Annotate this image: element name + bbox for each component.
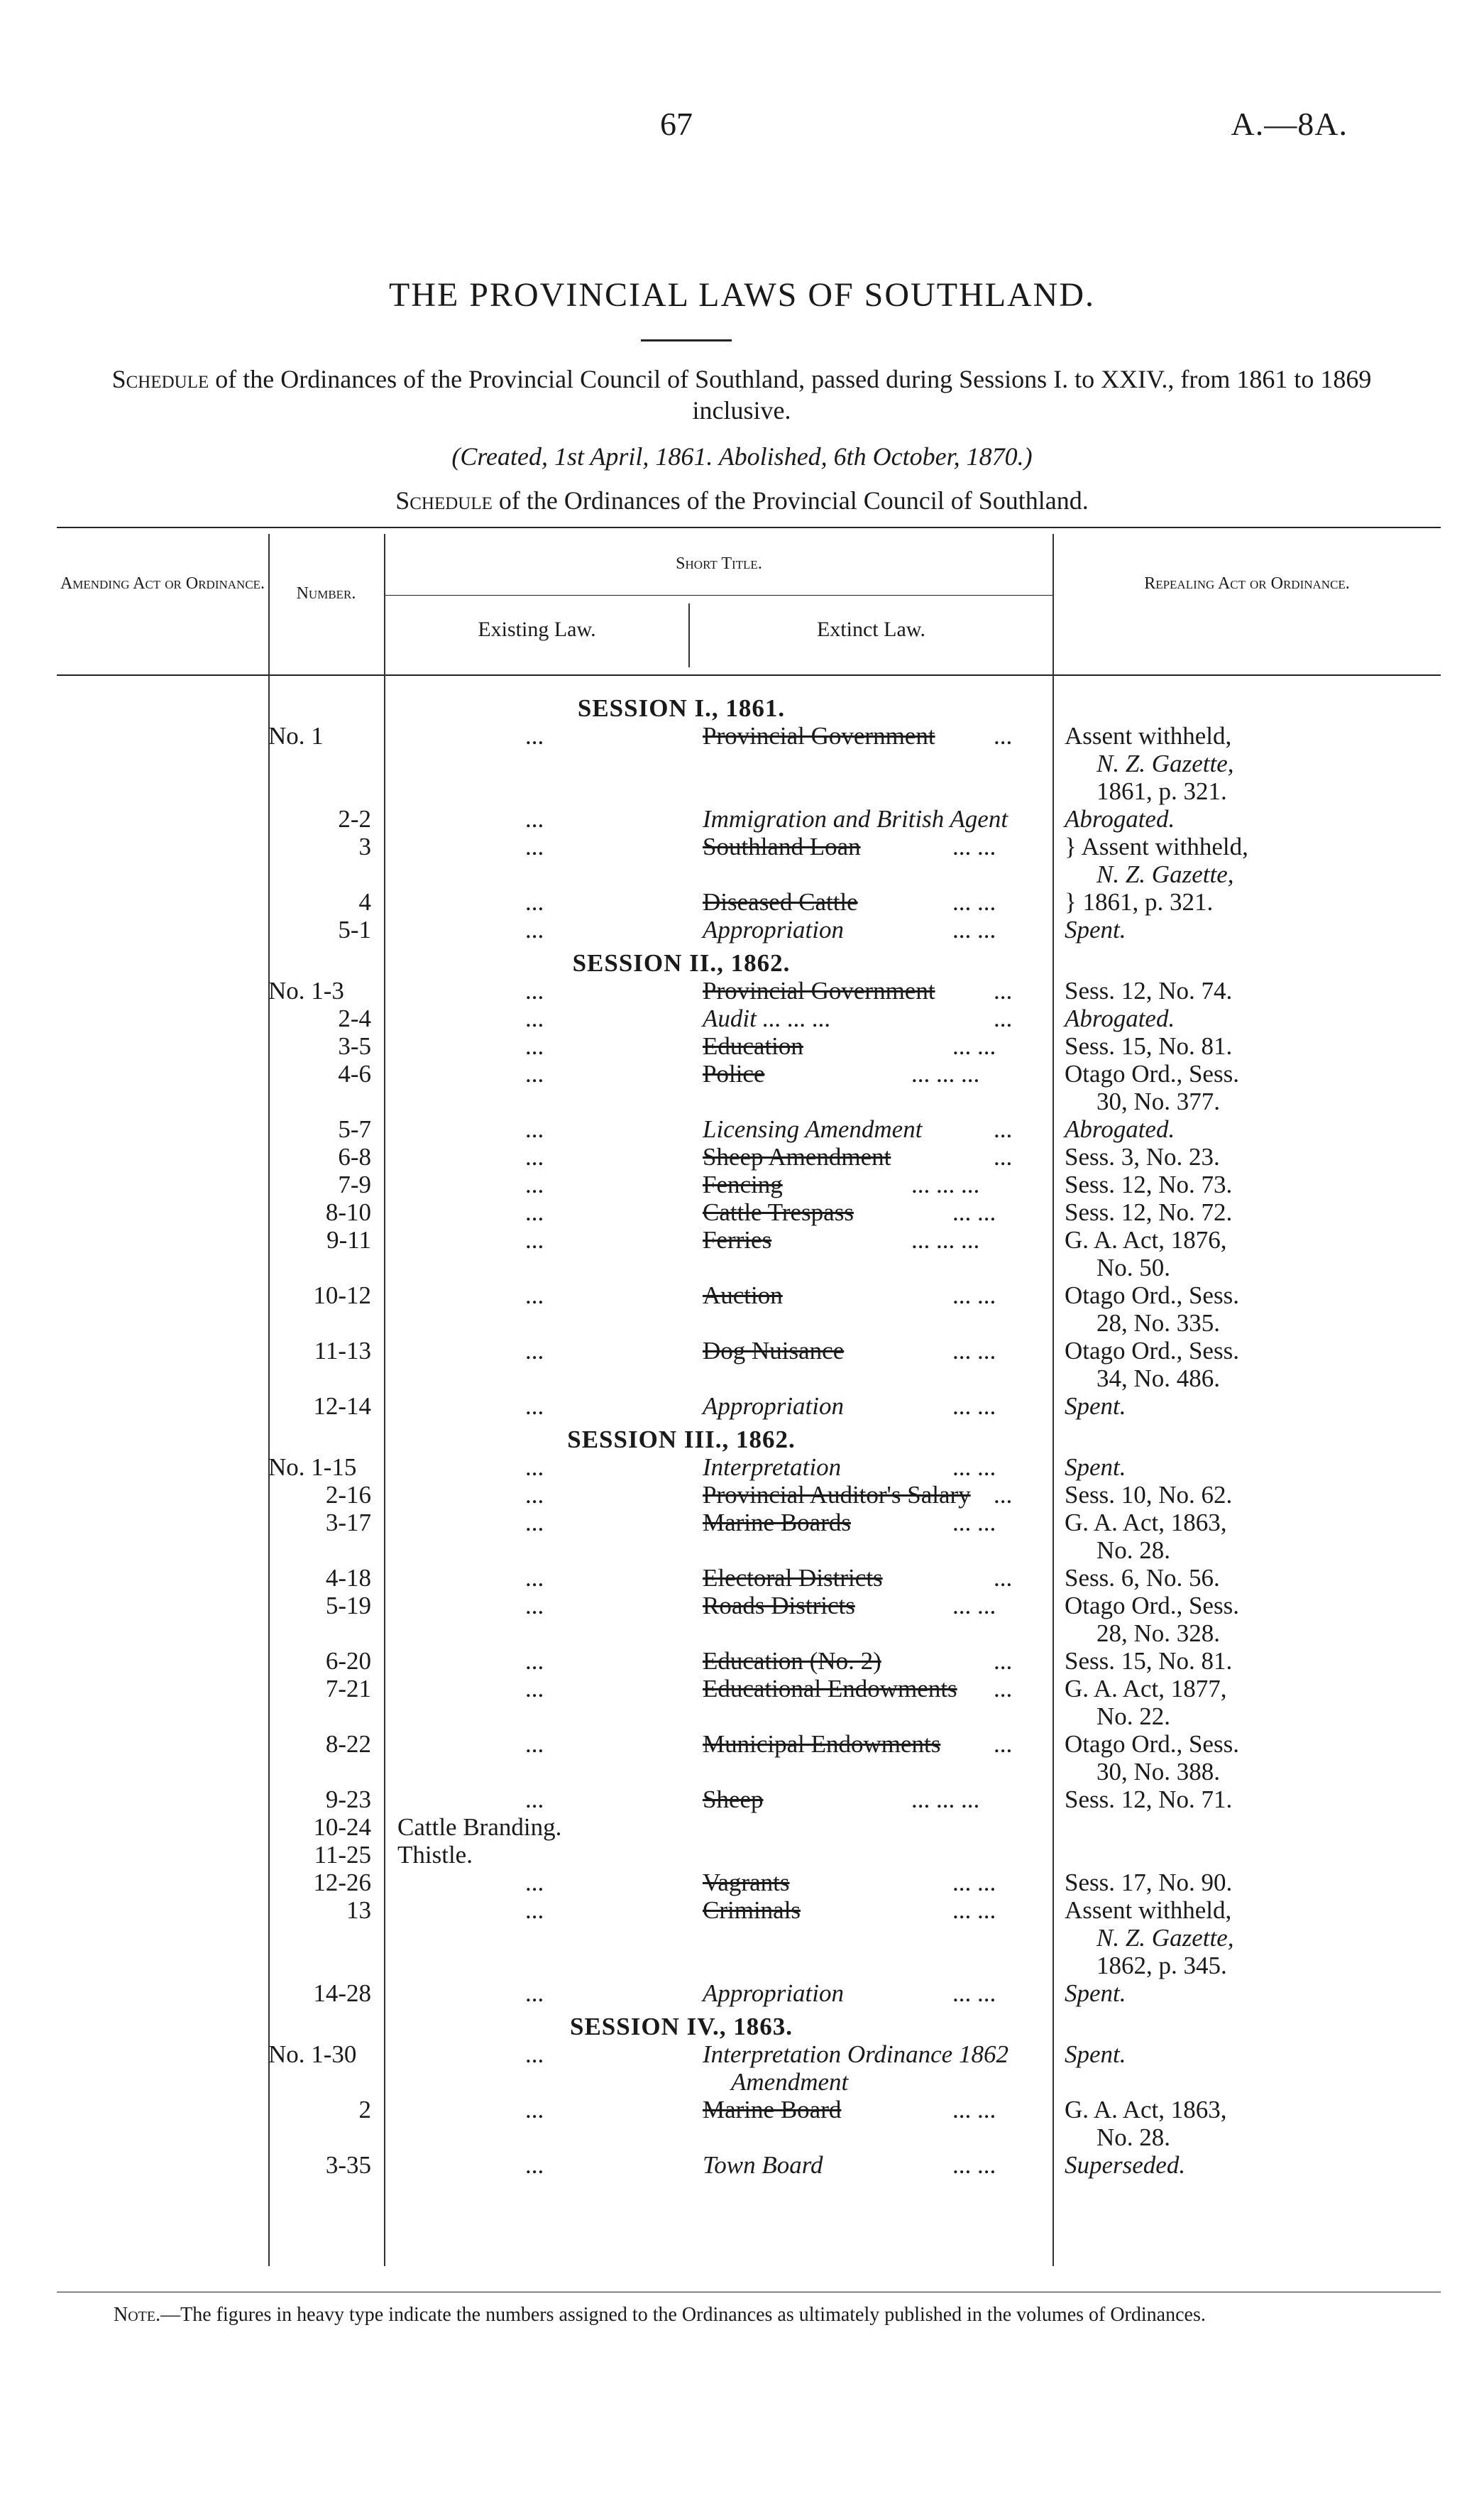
header-repealing: Repealing Act or Ordinance. [1144, 574, 1350, 593]
table-row [0, 888, 1484, 916]
ordinance-number: 3-35 [325, 2151, 371, 2179]
repealing-act: 28, No. 328. [1096, 1619, 1221, 1647]
table-row [0, 1730, 1484, 1758]
leader-dots: ... ... [952, 1392, 996, 1420]
repealing-act: Otago Ord., Sess. [1065, 1337, 1239, 1365]
column-divider [688, 603, 690, 667]
repealing-act: Otago Ord., Sess. [1065, 1730, 1239, 1758]
extinct-law: Licensing Amendment [703, 1115, 923, 1143]
leader-dots: ... ... [952, 1032, 996, 1060]
table-row [0, 1592, 1484, 1619]
leader-dots: ... [994, 1564, 1013, 1592]
table-row [0, 2096, 1484, 2123]
ordinance-number: 5-7 [338, 1115, 371, 1143]
extinct-law: Appropriation [703, 916, 844, 944]
repealing-act: Otago Ord., Sess. [1065, 1281, 1239, 1309]
existing-law-dots: ... [525, 1509, 544, 1536]
ordinance-number: 2 [358, 2096, 371, 2123]
table-row [0, 1869, 1484, 1896]
repealing-act: Sess. 15, No. 81. [1065, 1647, 1233, 1675]
extinct-law: Town Board [703, 2151, 823, 2179]
repealing-act: No. 28. [1096, 2123, 1171, 2151]
page-title: THE PROVINCIAL LAWS OF SOUTHLAND. [388, 276, 1095, 314]
table-row [0, 1309, 1484, 1337]
extinct-law: Education (No. 2) [703, 1647, 881, 1675]
leader-dots: ... ... [952, 833, 996, 860]
existing-law-dots: ... [525, 977, 544, 1005]
repealing-act: } 1861, p. 321. [1065, 888, 1214, 916]
existing-law-dots: ... [525, 1060, 544, 1088]
repealing-act: Abrogated. [1065, 1005, 1175, 1032]
extinct-law: Police [703, 1060, 765, 1088]
existing-law-dots: ... [525, 1171, 544, 1198]
ordinance-number: 12-14 [313, 1392, 371, 1420]
table-row [0, 1005, 1484, 1032]
table-row [0, 1115, 1484, 1143]
existing-law-dots: ... [525, 1453, 544, 1481]
repealing-act: Sess. 12, No. 72. [1065, 1198, 1233, 1226]
leader-dots: ... [994, 1115, 1013, 1143]
leader-dots: ... [994, 1647, 1013, 1675]
table-row [0, 1337, 1484, 1365]
repealing-act: Spent. [1065, 1453, 1126, 1481]
extinct-law: Sheep [703, 1786, 764, 1813]
extinct-law: Provincial Government [703, 722, 935, 750]
repealing-act: N. Z. Gazette, [1096, 1924, 1234, 1952]
table-row [0, 1509, 1484, 1536]
existing-law-dots: ... [525, 1786, 544, 1813]
leader-dots: ... ... ... [911, 1786, 980, 1813]
existing-law: Cattle Branding. [397, 1813, 562, 1841]
schedule-subtitle-text: of the Ordinances of the Provincial Council of Southland. [498, 486, 1089, 515]
extinct-law: Auction [703, 1281, 783, 1309]
repealing-act: Assent withheld, [1065, 1896, 1232, 1924]
session-heading-row [0, 949, 1484, 977]
existing-law-dots: ... [525, 1592, 544, 1619]
repealing-act: Sess. 15, No. 81. [1065, 1032, 1233, 1060]
table-row [0, 1786, 1484, 1813]
header-number: Number. [296, 584, 356, 603]
table-row [0, 1060, 1484, 1088]
ordinance-number: 5-1 [338, 916, 371, 944]
extinct-law: Provincial Auditor's Salary [703, 1481, 971, 1509]
repealing-act: Superseded. [1065, 2151, 1186, 2179]
repealing-act: Otago Ord., Sess. [1065, 1060, 1239, 1088]
table-row [0, 1032, 1484, 1060]
extinct-law: Cattle Trespass [703, 1198, 854, 1226]
ordinance-number: No. 1-30 [268, 2040, 357, 2068]
schedule-dates: (Created, 1st April, 1861. Abolished, 6th October, 1870.) [451, 442, 1033, 471]
leader-dots: ... [994, 977, 1013, 1005]
existing-law-dots: ... [525, 1392, 544, 1420]
table-row [0, 2151, 1484, 2179]
repealing-act: Assent withheld, [1065, 722, 1232, 750]
schedule-subtitle [0, 486, 1484, 515]
ordinance-number: 2-16 [325, 1481, 371, 1509]
ordinance-number: 8-22 [325, 1730, 371, 1758]
extinct-law: Marine Board [703, 2096, 842, 2123]
table-row [0, 1924, 1484, 1952]
repealing-act: Sess. 17, No. 90. [1065, 1869, 1233, 1896]
extinct-law: Criminals [703, 1896, 801, 1924]
repealing-act: Spent. [1065, 2040, 1126, 2068]
table-row [0, 916, 1484, 944]
existing-law-dots: ... [525, 1281, 544, 1309]
existing-law-dots: ... [525, 833, 544, 860]
table-row [0, 2040, 1484, 2068]
table-row [0, 1675, 1484, 1702]
ordinance-number: 2-2 [338, 805, 371, 833]
leader-dots: ... [994, 1730, 1013, 1758]
leader-dots: ... ... [952, 1869, 996, 1896]
leader-dots: ... ... ... [911, 1171, 980, 1198]
ordinance-number: 7-21 [325, 1675, 371, 1702]
existing-law-dots: ... [525, 888, 544, 916]
header-extinct: Extinct Law. [816, 618, 925, 641]
ordinance-number: 7-9 [338, 1171, 371, 1198]
extinct-law: Electoral Districts [703, 1564, 883, 1592]
ordinance-number: No. 1 [268, 722, 324, 750]
table-row [0, 1758, 1484, 1786]
ordinance-number: 11-13 [314, 1337, 371, 1365]
leader-dots: ... [994, 1675, 1013, 1702]
table-top-rule [57, 527, 1441, 528]
leader-dots: ... ... [952, 1281, 996, 1309]
extinct-law: Appropriation [703, 1392, 844, 1420]
existing-law-dots: ... [525, 1198, 544, 1226]
leader-dots: ... ... [952, 2096, 996, 2123]
table-row [0, 1979, 1484, 2007]
repealing-act: Spent. [1065, 916, 1126, 944]
existing-law-dots: ... [525, 2040, 544, 2068]
extinct-law: Vagrants [703, 1869, 790, 1896]
ordinance-number: 4 [358, 888, 371, 916]
leader-dots: ... ... ... [911, 1060, 980, 1088]
extinct-law: Municipal Endowments [703, 1730, 941, 1758]
existing-law-dots: ... [525, 1143, 544, 1171]
ordinance-number: No. 1-15 [268, 1453, 357, 1481]
table-row [0, 1702, 1484, 1730]
table-row [0, 805, 1484, 833]
repealing-act: Abrogated. [1065, 1115, 1175, 1143]
extinct-law: Ferries [703, 1226, 772, 1254]
repealing-act: G. A. Act, 1877, [1065, 1675, 1227, 1702]
repealing-act: N. Z. Gazette, [1096, 750, 1234, 777]
leader-dots: ... ... [952, 1198, 996, 1226]
existing-law-dots: ... [525, 1115, 544, 1143]
existing-law-dots: ... [525, 1032, 544, 1060]
table-row [0, 860, 1484, 888]
table-row [0, 1198, 1484, 1226]
leader-dots: ... ... [952, 1896, 996, 1924]
repealing-act: Sess. 12, No. 74. [1065, 977, 1233, 1005]
ordinance-number: 4-18 [325, 1564, 371, 1592]
extinct-law: Interpretation Ordinance 1862 [703, 2040, 1008, 2068]
repealing-act: Sess. 10, No. 62. [1065, 1481, 1233, 1509]
document-reference: A.—8A. [1231, 106, 1348, 142]
table-row [0, 1841, 1484, 1869]
header-amending: Amending Act or Ordinance. [60, 574, 265, 593]
leader-dots: ... ... [952, 1337, 996, 1365]
repealing-act: Spent. [1065, 1979, 1126, 2007]
existing-law-dots: ... [525, 1564, 544, 1592]
ordinance-number: 10-24 [313, 1813, 371, 1841]
ordinance-number: 2-4 [338, 1005, 371, 1032]
repealing-act: No. 22. [1096, 1702, 1171, 1730]
extinct-law: Diseased Cattle [703, 888, 858, 916]
title-rule [641, 339, 732, 341]
leader-dots: ... [994, 1005, 1013, 1032]
table-row [0, 722, 1484, 750]
leader-dots: ... [994, 1481, 1013, 1509]
existing-law-dots: ... [525, 722, 544, 750]
existing-law-dots: ... [525, 1226, 544, 1254]
repealing-act: G. A. Act, 1863, [1065, 1509, 1227, 1536]
leader-dots: ... ... [952, 1979, 996, 2007]
ordinance-number: 3 [358, 833, 371, 860]
leader-dots: ... ... [952, 888, 996, 916]
page-number: 67 [660, 106, 693, 142]
repealing-act: G. A. Act, 1876, [1065, 1226, 1227, 1254]
table-row [0, 2123, 1484, 2151]
repealing-act: 34, No. 486. [1096, 1365, 1221, 1392]
existing-law-dots: ... [525, 1005, 544, 1032]
extinct-law: Roads Districts [703, 1592, 855, 1619]
extinct-law: Sheep Amendment [703, 1143, 891, 1171]
footnote-text: —The figures in heavy type indicate the numbers assigned to the Ordinances as ultimately published in the volumes of Ordinances. [160, 2304, 1206, 2326]
table-row [0, 1392, 1484, 1420]
table-row [0, 833, 1484, 860]
leader-dots: ... [994, 1143, 1013, 1171]
existing-law-dots: ... [525, 1675, 544, 1702]
ordinance-number: 13 [346, 1896, 371, 1924]
table-row [0, 1952, 1484, 1979]
extinct-law: Fencing [703, 1171, 783, 1198]
session-heading: SESSION IV., 1863. [570, 2013, 793, 2040]
header-bottom-rule [57, 674, 1441, 676]
schedule-text: of the Ordinances of the Provincial Council of Southland, passed during Sessions I. to XXIV., from 1861 to 1869 inclusive. [215, 365, 1372, 425]
extinct-law: Provincial Government [703, 977, 935, 1005]
extinct-law: Amendment [731, 2068, 849, 2096]
existing-law-dots: ... [525, 1896, 544, 1924]
extinct-law: Immigration and British Agent [703, 805, 1008, 833]
table-row [0, 1254, 1484, 1281]
extinct-law: Appropriation [703, 1979, 844, 2007]
leader-dots: ... ... ... [911, 1226, 980, 1254]
existing-law-dots: ... [525, 2151, 544, 2179]
repealing-act: } Assent withheld, [1065, 833, 1248, 860]
repealing-act: G. A. Act, 1863, [1065, 2096, 1227, 2123]
repealing-act: Sess. 12, No. 73. [1065, 1171, 1233, 1198]
table-row [0, 1564, 1484, 1592]
table-row [0, 1281, 1484, 1309]
existing-law-dots: ... [525, 1481, 544, 1509]
schedule-description [64, 363, 1419, 426]
leader-dots: ... ... [952, 916, 996, 944]
ordinance-number: 6-20 [325, 1647, 371, 1675]
repealing-act: Otago Ord., Sess. [1065, 1592, 1239, 1619]
repealing-act: 30, No. 377. [1096, 1088, 1221, 1115]
ordinance-number: 10-12 [313, 1281, 371, 1309]
extinct-law: Audit ... ... ... [703, 1005, 831, 1032]
leader-dots: ... ... [952, 1509, 996, 1536]
existing-law: Thistle. [397, 1841, 473, 1869]
existing-law-dots: ... [525, 1647, 544, 1675]
table-row [0, 1453, 1484, 1481]
leader-dots: ... ... [952, 2151, 996, 2179]
repealing-act: Sess. 12, No. 71. [1065, 1786, 1233, 1813]
repealing-act: 28, No. 335. [1096, 1309, 1221, 1337]
ordinance-number: 12-26 [313, 1869, 371, 1896]
table-row [0, 750, 1484, 777]
table-row [0, 1226, 1484, 1254]
session-heading: SESSION II., 1862. [572, 949, 791, 977]
table-row [0, 1088, 1484, 1115]
header-existing: Existing Law. [478, 618, 596, 641]
schedule-word: Schedule [111, 365, 209, 393]
repealing-act: Sess. 6, No. 56. [1065, 1564, 1220, 1592]
header-short-title: Short Title. [676, 554, 762, 573]
table-row [0, 777, 1484, 805]
existing-law-dots: ... [525, 805, 544, 833]
ordinance-number: 9-11 [326, 1226, 371, 1254]
session-heading-row [0, 2013, 1484, 2040]
table-row [0, 1365, 1484, 1392]
table-row [0, 1813, 1484, 1841]
extinct-law: Marine Boards [703, 1509, 851, 1536]
ordinance-table-body [0, 689, 1484, 2179]
session-heading: SESSION I., 1861. [577, 694, 786, 722]
short-title-rule [385, 595, 1052, 596]
repealing-act: N. Z. Gazette, [1096, 860, 1234, 888]
existing-law-dots: ... [525, 1730, 544, 1758]
table-row [0, 1143, 1484, 1171]
table-row [0, 1647, 1484, 1675]
repealing-act: Sess. 3, No. 23. [1065, 1143, 1220, 1171]
session-heading: SESSION III., 1862. [567, 1426, 796, 1453]
existing-law-dots: ... [525, 1979, 544, 2007]
ordinance-number: 3-17 [325, 1509, 371, 1536]
footnote-label: Note. [114, 2304, 161, 2326]
extinct-law: Interpretation [703, 1453, 842, 1481]
ordinance-number: 8-10 [325, 1198, 371, 1226]
ordinance-number: 14-28 [313, 1979, 371, 2007]
existing-law-dots: ... [525, 2096, 544, 2123]
session-heading-row [0, 1426, 1484, 1453]
existing-law-dots: ... [525, 1337, 544, 1365]
repealing-act: 30, No. 388. [1096, 1758, 1221, 1786]
session-heading-row [0, 694, 1484, 722]
table-row [0, 977, 1484, 1005]
ordinance-number: 11-25 [314, 1841, 371, 1869]
extinct-law: Education [703, 1032, 803, 1060]
existing-law-dots: ... [525, 1869, 544, 1896]
ordinance-number: 6-8 [338, 1143, 371, 1171]
repealing-act: 1861, p. 321. [1096, 777, 1227, 805]
table-row [0, 1171, 1484, 1198]
extinct-law: Dog Nuisance [703, 1337, 845, 1365]
footnote [57, 2303, 1441, 2327]
extinct-law: Educational Endowments [703, 1675, 957, 1702]
repealing-act: Abrogated. [1065, 805, 1175, 833]
ordinance-number: No. 1-3 [268, 977, 344, 1005]
schedule-word-2: Schedule [395, 486, 493, 515]
ordinance-number: 5-19 [325, 1592, 371, 1619]
repealing-act: 1862, p. 345. [1096, 1952, 1227, 1979]
existing-law-dots: ... [525, 916, 544, 944]
ordinance-number: 3-5 [338, 1032, 371, 1060]
ordinance-number: 9-23 [325, 1786, 371, 1813]
extinct-law: Southland Loan [703, 833, 861, 860]
table-row [0, 1619, 1484, 1647]
leader-dots: ... ... [952, 1592, 996, 1619]
table-row [0, 2068, 1484, 2096]
leader-dots: ... ... [952, 1453, 996, 1481]
table-row [0, 1481, 1484, 1509]
table-row [0, 1896, 1484, 1924]
leader-dots: ... [994, 722, 1013, 750]
table-row [0, 1536, 1484, 1564]
repealing-act: No. 50. [1096, 1254, 1171, 1281]
repealing-act: Spent. [1065, 1392, 1126, 1420]
ordinance-number: 4-6 [338, 1060, 371, 1088]
repealing-act: No. 28. [1096, 1536, 1171, 1564]
